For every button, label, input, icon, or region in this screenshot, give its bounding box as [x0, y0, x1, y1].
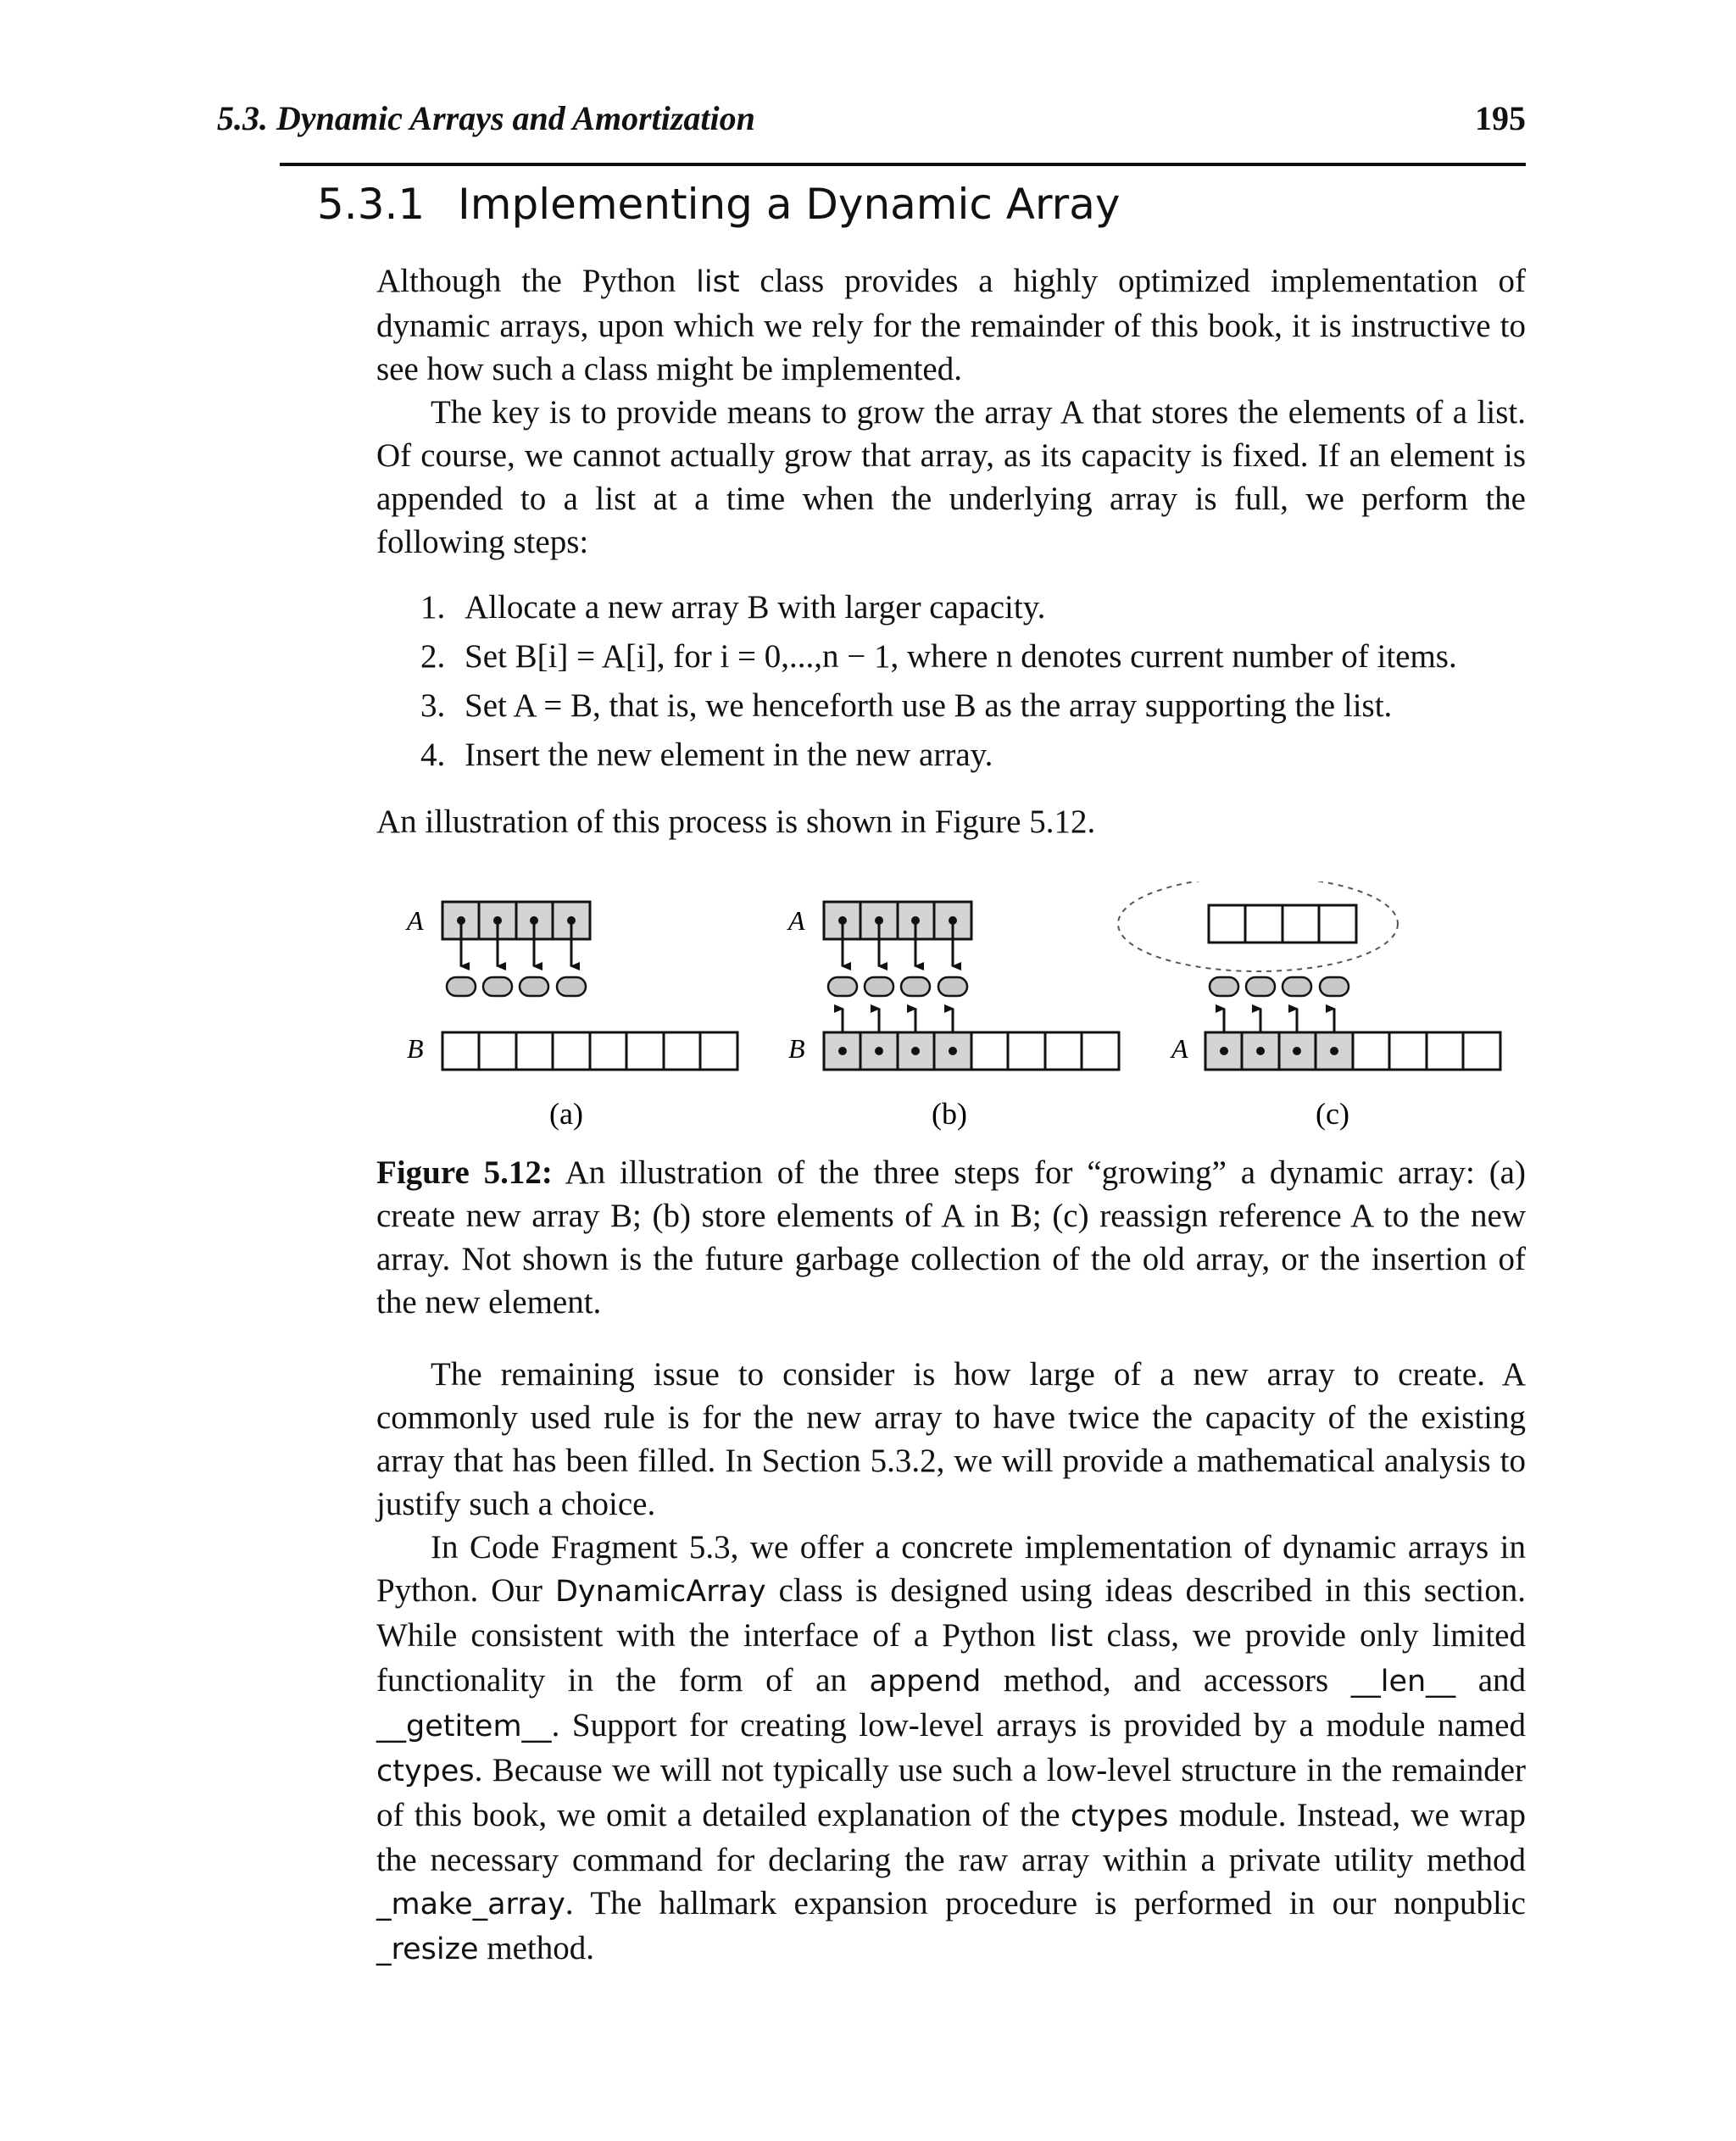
page-number: 195: [1475, 99, 1526, 137]
element-objects: [1210, 977, 1349, 996]
step-text: Set A = B, that is, we henceforth use B as the array supporting the list.: [465, 687, 1393, 724]
section-heading: [317, 180, 1120, 229]
panel-c: [1118, 881, 1500, 1131]
element-objects: [447, 977, 586, 996]
caption-text: An illustration of the three steps for “growing” a dynamic array: (a) create new array B; (b) store elements of A in B; (c) reassign reference A to the new array. Not shown is the future garbage collection of the old array, or the insertion of the new element.: [376, 1154, 1526, 1321]
code-list: list: [696, 265, 740, 299]
section-number: 5.3.1: [317, 180, 426, 229]
text-run: class, we provide only limited functionality in the form of an: [376, 1617, 1526, 1699]
header-rule: [280, 163, 1526, 166]
label-a-array: A: [407, 905, 424, 936]
step-number: 2.: [420, 638, 446, 675]
panel-a: [405, 902, 737, 1131]
label-a-array: A: [1171, 1033, 1188, 1064]
code-ctypes: ctypes: [1070, 1799, 1169, 1833]
code-dynamicarray: DynamicArray: [554, 1575, 766, 1609]
text-run: module. Instead, we wrap the necessary command for declaring the raw array within a private utility method: [376, 1797, 1526, 1878]
text-run: . Support for creating low-level arrays is provided by a module named: [551, 1707, 1526, 1743]
running-title: 5.3. Dynamic Arrays and Amortization: [217, 99, 755, 137]
panel-b: [787, 902, 1119, 1131]
code-ctypes: ctypes: [376, 1755, 475, 1788]
code-append: append: [869, 1665, 982, 1699]
text-run: method, and accessors: [981, 1662, 1351, 1699]
text-run: . Because we will not typically use such a low-level structure in the remainder of this book, we omit a detailed explanation of the: [376, 1752, 1526, 1833]
steps-list: [376, 583, 1526, 780]
list-item: [376, 681, 1526, 731]
code-list: list: [1049, 1620, 1093, 1654]
step-number: 1.: [420, 589, 446, 626]
figure-caption: [376, 1151, 1526, 1324]
step-number: 4.: [420, 737, 446, 773]
step-number: 3.: [420, 687, 446, 724]
element-objects: [828, 977, 967, 996]
step-text: Set B[i] = A[i], for i = 0,...,n − 1, where n denotes current number of items.: [465, 638, 1457, 675]
text-run: In Code Fragment 5.3, we offer a concrete implementation of dynamic arrays in Python. Our: [376, 1529, 1526, 1609]
paragraph-intro: [376, 259, 1526, 564]
panel-label-b: (b): [932, 1097, 967, 1131]
text-run: class is designed using ideas described in this section. While consistent with the interface of a Python: [376, 1572, 1526, 1654]
panel-label-a: (a): [549, 1097, 583, 1131]
text-run: method.: [478, 1930, 595, 1966]
text-run: and: [1455, 1662, 1527, 1699]
list-item: [376, 583, 1526, 632]
list-item: [376, 632, 1526, 681]
paragraph-key: The key is to provide means to grow the array A that stores the elements of a list. Of course, we cannot actually grow that array, as its capacity is fixed. If an element is appended to a list at a time when the underlying array is full, we perform the following steps:: [376, 394, 1526, 560]
code-make-array: _make_array: [376, 1888, 565, 1921]
code-len: __len__: [1350, 1665, 1456, 1699]
code-resize: _resize: [376, 1932, 479, 1966]
paragraph-implementation: [376, 1526, 1526, 1971]
label-a-array: A: [788, 905, 805, 936]
list-item: [376, 731, 1526, 780]
panel-label-c: (c): [1316, 1097, 1349, 1131]
paragraph-growth: [376, 1353, 1526, 1971]
step-text: Insert the new element in the new array.: [465, 737, 993, 773]
label-b-array: B: [788, 1033, 805, 1064]
text-run: Although the Python: [376, 263, 697, 299]
label-b-array: B: [407, 1033, 424, 1064]
step-text: Allocate a new array B with larger capacity.: [465, 589, 1046, 626]
running-head: [217, 98, 1526, 146]
figure-dynamic-array: [373, 881, 1526, 1136]
paragraph-figure-ref: An illustration of this process is shown in Figure 5.12.: [376, 804, 1096, 840]
paragraph-growth-text: The remaining issue to consider is how large of a new array to create. A commonly used rule is for the new array to have twice the capacity of the existing array that has been filled. In Section 5.3.2, we will provide a mathematical analysis to justify such a choice.: [376, 1356, 1526, 1522]
text-run: . The hallmark expansion procedure is performed in our nonpublic: [565, 1885, 1526, 1921]
caption-label: Figure 5.12:: [376, 1154, 553, 1191]
text-run: class provides a highly optimized implementation of dynamic arrays, upon which we rely for the remainder of this book, it is instructive to see how such a class might be implemented.: [376, 263, 1526, 387]
section-title: Implementing a Dynamic Array: [458, 180, 1121, 229]
code-getitem: __getitem__: [376, 1710, 552, 1743]
